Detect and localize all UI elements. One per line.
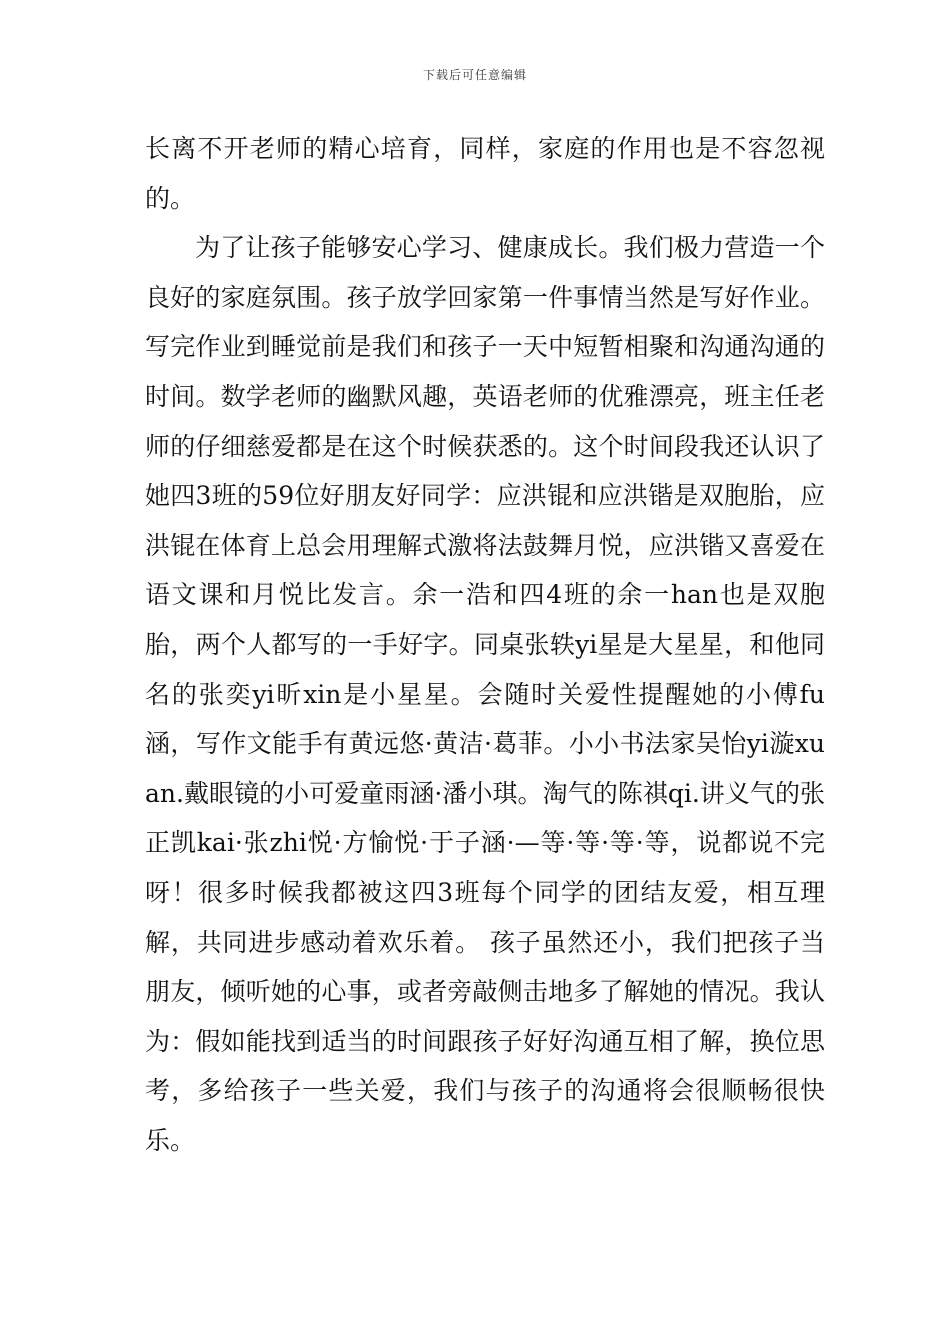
page-header: 下载后可任意编辑 xyxy=(422,68,527,82)
document-body xyxy=(145,124,825,1165)
paragraph-continuation: 长离不开老师的精心培育，同样，家庭的作用也是不容忽视的。 xyxy=(145,134,825,213)
paragraph-main: 为了让孩子能够安心学习、健康成长。我们极力营造一个良好的家庭氛围。孩子放学回家第一件事情当然是写好作业。写完作业到睡觉前是我们和孩子一天中短暂相聚和沟通沟通的时间。数学老师的幽默风趣，英语老师的优雅漂亮，班主任老师的仔细慈爱都是在这个时候获悉的。这个时间段我还认识了她四3班的59位好朋友好同学：应洪锟和应洪锴是双胞胎，应洪锟在体育上总会用理解式激将法鼓舞月悦，应洪锴又喜爱在语文课和月悦比发言。余一浩和四4班的余一han也是双胞胎，两个人都写的一手好字。同桌张轶yi星是大星星，和他同名的张奕yi昕xin是小星星。会随时关爱性提醒她的小傅fu涵，写作文能手有黄远悠·黄洁·葛菲。小小书法家吴怡yi漩xuan.戴眼镜的小可爱童雨涵·潘小琪。淘气的陈祺qi.讲义气的张正凯kai·张zhi悦·方愉悦·于子涵·—等·等·等·等，说都说不完呀！很多时候我都被这四3班每个同学的团结友爱，相互理解，共同进步感动着欢乐着。 孩子虽然还小，我们把孩子当朋友，倾听她的心事，或者旁敲侧击地多了解她的情况。我认为：假如能找到适当的时间跟孩子好好沟通互相了解，换位思考，多给孩子一些关爱，我们与孩子的沟通将会很顺畅很快乐。 xyxy=(145,233,825,1155)
